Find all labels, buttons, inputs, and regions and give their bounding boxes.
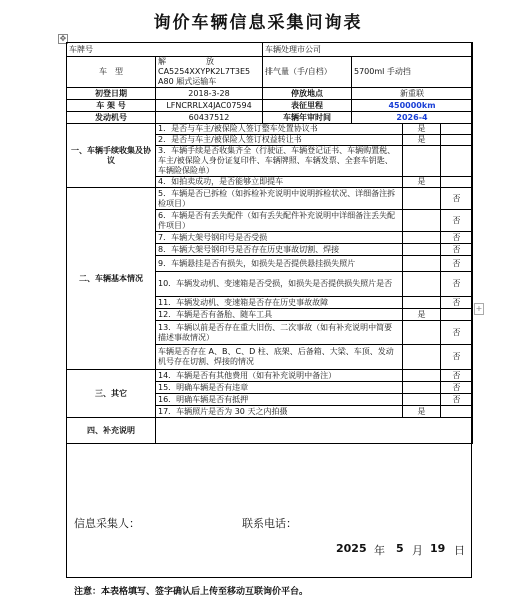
item-16-no: 否 <box>441 394 473 406</box>
mileage-label: 表征里程 <box>263 100 352 112</box>
reg-date-label: 初登日期 <box>67 88 156 100</box>
section-2-label: 二、车辆基本情况 <box>67 188 156 370</box>
item-13-no: 否 <box>441 321 473 345</box>
emission-label: 排气量（手/自档） <box>263 57 352 88</box>
item-14-yes <box>403 370 441 382</box>
collector-label: 信息采集人： <box>74 517 140 530</box>
item-16-question: 16．明确车辆是否有抵押 <box>156 394 403 406</box>
engine-label: 发动机号 <box>67 112 156 124</box>
location-label: 停放地点 <box>263 88 352 100</box>
item-15-question: 15．明确车辆是否有违章 <box>156 382 403 394</box>
date-day: 19 <box>430 542 446 555</box>
item-17-question: 17．车辆照片是否为 30 天之内拍摄 <box>156 406 403 418</box>
item-1-no <box>441 124 473 135</box>
item-10-yes <box>403 272 441 297</box>
phone-label: 联系电话： <box>242 517 297 530</box>
page-title: 询价车辆信息采集问询表 <box>153 13 363 33</box>
item-2-yes: 是 <box>403 135 441 146</box>
date-month: 5 <box>396 542 404 555</box>
dept-label: 车辆处理市公司 <box>263 43 473 57</box>
item-pillar-yes <box>403 345 441 370</box>
plate-label: 车牌号 <box>67 43 263 57</box>
item-8-yes <box>403 244 441 256</box>
vehicle-info-table <box>66 42 473 444</box>
item-3-yes <box>403 146 441 177</box>
item-11-no: 否 <box>441 297 473 309</box>
item-15-yes <box>403 382 441 394</box>
item-7-question: 7．车辆大架号钢印号是否受损 <box>156 232 403 244</box>
date-year-char: 年 <box>374 544 385 557</box>
item-14-question: 14．车辆是否有其他费用（如有补充说明中备注） <box>156 370 403 382</box>
mileage-value: 450000km <box>352 100 473 112</box>
item-pillar-question: 车辆是否存在 A、B、C、D 柱、底架、后备箱、大梁、车顶、发动机号存在切割、焊接的情况 <box>156 345 403 370</box>
item-14-no: 否 <box>441 370 473 382</box>
item-2-no <box>441 135 473 146</box>
item-6-no: 否 <box>441 210 473 232</box>
item-8-question: 8．车辆大架号钢印号是否存在历史事故切割、焊接 <box>156 244 403 256</box>
item-4-no <box>441 177 473 188</box>
item-8-no: 否 <box>441 244 473 256</box>
year-value: 2026-4 <box>352 112 473 124</box>
item-12-no <box>441 309 473 321</box>
model-value: 解 放 CA5254XXYPK2L7T3E5 A80 厢式运输车 <box>156 57 263 88</box>
item-1-question: 1．是否与车主/被保险人签订整车处置协议书 <box>156 124 403 135</box>
item-15-no: 否 <box>441 382 473 394</box>
item-3-question: 3．车辆手续是否收集齐全（行驶证、车辆登记证书、车辆购置税、车主/被保险人身份证复印件、车辆牌照、车辆发票、全套车钥匙、车辆险保险单） <box>156 146 403 177</box>
date-day-char: 日 <box>454 544 465 557</box>
supplement-field[interactable] <box>156 418 473 444</box>
reg-date-value: 2018-3-28 <box>156 88 263 100</box>
date-year: 2025 <box>336 542 367 555</box>
item-1-yes: 是 <box>403 124 441 135</box>
item-6-yes <box>403 210 441 232</box>
item-11-question: 11．车辆发动机、变速箱是否存在历史事故故障 <box>156 297 403 309</box>
item-12-yes: 是 <box>403 309 441 321</box>
footer-note: 注意：本表格填写、签字确认后上传至移动互联询价平台。 <box>74 587 309 597</box>
section-3-label: 三、其它 <box>67 370 156 418</box>
table-add-column-icon[interactable]: + <box>475 304 483 313</box>
item-5-question: 5．车辆是否已拆检（如拆检补充说明中说明拆检状况、详细备注拆检项目） <box>156 188 403 210</box>
table-move-handle-icon[interactable]: ✥ <box>59 34 67 43</box>
date-month-char: 月 <box>412 544 423 557</box>
location-value: 新重联 <box>352 88 473 100</box>
item-13-yes <box>403 321 441 345</box>
item-6-question: 6．车辆是否有丢失配件（如有丢失配件补充说明中详细备注丢失配件项目） <box>156 210 403 232</box>
vin-label: 车 架 号 <box>67 100 156 112</box>
item-4-yes: 是 <box>403 177 441 188</box>
item-10-no: 否 <box>441 272 473 297</box>
vin-value: LFNCRRLX4JAC07594 <box>156 100 263 112</box>
item-10-question: 10．车辆发动机、变速箱是否受损，如损失是否提供损失照片是否 <box>156 272 403 297</box>
item-17-no <box>441 406 473 418</box>
item-9-question: 9．车辆悬挂是否有损失，如损失是否提供悬挂损失照片 <box>156 256 403 272</box>
item-16-yes <box>403 394 441 406</box>
item-5-no: 否 <box>441 188 473 210</box>
model-label: 车 型 <box>67 57 156 88</box>
item-3-no <box>441 146 473 177</box>
item-7-no: 否 <box>441 232 473 244</box>
section-4-label: 四、补充说明 <box>67 418 156 444</box>
item-11-yes <box>403 297 441 309</box>
item-7-yes <box>403 232 441 244</box>
item-9-yes <box>403 256 441 272</box>
emission-value: 5700ml 手动挡 <box>352 57 473 88</box>
item-12-question: 12．车辆是否有备胎、随车工具 <box>156 309 403 321</box>
section-1-label: 一、车辆手续收集及协议 <box>67 124 156 188</box>
item-9-no: 否 <box>441 256 473 272</box>
item-5-yes <box>403 188 441 210</box>
item-4-question: 4．如拍卖成功，是否能够立即提车 <box>156 177 403 188</box>
item-17-yes: 是 <box>403 406 441 418</box>
item-13-question: 13．车辆以前是否存在重大旧伤、二次事故（如有补充说明中简要描述事故情况） <box>156 321 403 345</box>
engine-value: 60437512 <box>156 112 263 124</box>
year-label: 车辆年审时间 <box>263 112 352 124</box>
item-2-question: 2．是否与车主/被保险人签订权益转让书 <box>156 135 403 146</box>
item-pillar-no: 否 <box>441 345 473 370</box>
